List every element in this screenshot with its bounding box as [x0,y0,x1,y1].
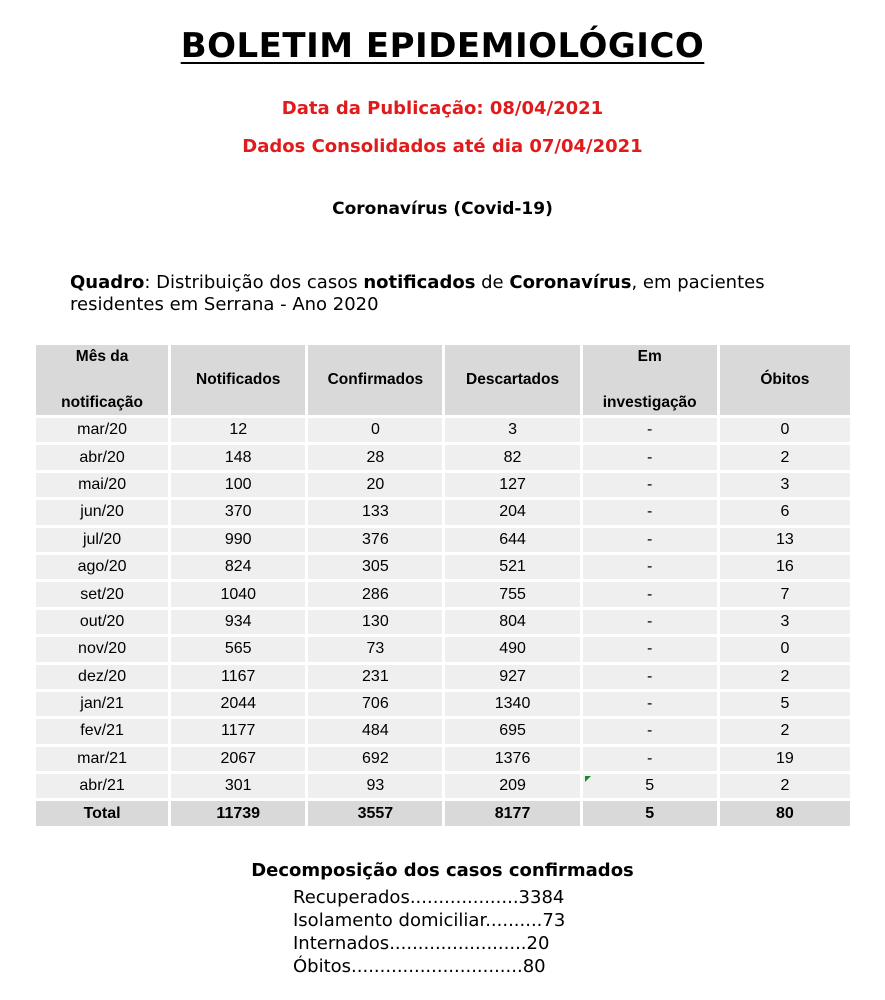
cell-month: mar/20 [36,418,168,442]
cell-month: ago/20 [36,555,168,579]
total-cell-investigation: 5 [583,801,717,825]
cell-notified: 990 [171,528,305,552]
cell-confirmed: 73 [308,637,442,661]
decomposition-section [0,860,885,977]
cell-discarded: 695 [445,719,579,743]
page-title: BOLETIM EPIDEMIOLÓGICO [180,26,705,66]
cell-investigation: - [583,473,717,497]
cell-month: mar/21 [36,747,168,771]
cell-investigation: - [583,610,717,634]
decomposition-item: Isolamento domiciliar..........73 [293,910,566,931]
cell-discarded: 1376 [445,747,579,771]
cell-discarded: 521 [445,555,579,579]
cell-investigation: - [583,528,717,552]
cell-notified: 2044 [171,692,305,716]
cell-month: fev/21 [36,719,168,743]
table-row [36,582,850,606]
cell-month: nov/20 [36,637,168,661]
header-month-top: Mês da [75,348,129,365]
header-notified: Notificados [171,345,305,415]
table-row [36,637,850,661]
cell-month: abr/21 [36,774,168,798]
cell-confirmed: 305 [308,555,442,579]
cell-discarded: 127 [445,473,579,497]
table-row [36,692,850,716]
table-row [36,528,850,552]
caption-bold-1: notificados [363,272,476,293]
decomposition-title: Decomposição dos casos confirmados [251,860,634,881]
caption-text-1: : Distribuição dos casos [144,272,364,293]
table-row [36,665,850,689]
header-investigation-bottom: investigação [602,394,697,411]
table-caption [70,272,840,316]
cell-confirmed: 706 [308,692,442,716]
cell-confirmed: 20 [308,473,442,497]
cell-deaths: 6 [720,500,850,524]
cell-discarded: 644 [445,528,579,552]
cell-deaths: 19 [720,747,850,771]
cell-discarded: 804 [445,610,579,634]
cell-month: out/20 [36,610,168,634]
decomposition-item: Óbitos..............................80 [293,956,546,977]
cell-investigation: 5 [583,774,717,798]
cell-investigation: - [583,665,717,689]
table-body [36,418,850,826]
table-total-row [36,801,850,825]
consolidated-date: Dados Consolidados até dia 07/04/2021 [242,136,643,157]
table-row [36,747,850,771]
cell-confirmed: 484 [308,719,442,743]
header-confirmed: Confirmados [308,345,442,415]
cell-confirmed: 130 [308,610,442,634]
cell-deaths: 3 [720,473,850,497]
total-cell-discarded: 8177 [445,801,579,825]
cell-deaths: 3 [720,610,850,634]
cell-discarded: 927 [445,665,579,689]
cell-confirmed: 692 [308,747,442,771]
cell-discarded: 82 [445,445,579,469]
cell-confirmed: 231 [308,665,442,689]
cell-deaths: 2 [720,665,850,689]
caption-text-3: , em pacientes residentes em Serrana - Ano 2020 [70,272,765,315]
cell-investigation: - [583,692,717,716]
caption-label: Quadro [70,272,145,293]
decomposition-list [293,886,565,978]
header-month [36,345,168,415]
cell-investigation: - [583,445,717,469]
cell-deaths: 2 [720,445,850,469]
cell-investigation: - [583,500,717,524]
table-row [36,445,850,469]
cell-deaths: 5 [720,692,850,716]
header-discarded: Descartados [445,345,579,415]
cell-investigation: - [583,719,717,743]
cell-notified: 1167 [171,665,305,689]
cell-notified: 2067 [171,747,305,771]
cell-deaths: 2 [720,719,850,743]
cell-deaths: 0 [720,637,850,661]
cell-notified: 12 [171,418,305,442]
cell-discarded: 755 [445,582,579,606]
cell-confirmed: 28 [308,445,442,469]
cell-notified: 824 [171,555,305,579]
cell-notified: 148 [171,445,305,469]
total-cell-month: Total [36,801,168,825]
subtitle: Coronavírus (Covid-19) [332,199,553,219]
header-investigation [583,345,717,415]
cell-deaths: 2 [720,774,850,798]
decomposition-item: Recuperados...................3384 [293,887,565,908]
cell-discarded: 209 [445,774,579,798]
cell-notified: 934 [171,610,305,634]
total-cell-notified: 11739 [171,801,305,825]
cell-confirmed: 0 [308,418,442,442]
cell-deaths: 16 [720,555,850,579]
cell-investigation: - [583,555,717,579]
cell-month: mai/20 [36,473,168,497]
cell-investigation: - [583,418,717,442]
cell-discarded: 490 [445,637,579,661]
cell-investigation: - [583,582,717,606]
cell-month: set/20 [36,582,168,606]
table-row [36,719,850,743]
cell-investigation: - [583,747,717,771]
cell-month: jul/20 [36,528,168,552]
caption-text-2: de [475,272,510,293]
publication-date: Data da Publicação: 08/04/2021 [281,98,604,119]
total-cell-confirmed: 3557 [308,801,442,825]
cell-month: abr/20 [36,445,168,469]
cell-confirmed: 93 [308,774,442,798]
decomposition-item: Internados........................20 [293,933,550,954]
header-deaths: Óbitos [720,345,850,415]
cell-notified: 565 [171,637,305,661]
cell-confirmed: 376 [308,528,442,552]
cell-notified: 370 [171,500,305,524]
table-row [36,500,850,524]
table-row [36,555,850,579]
cell-month: jun/20 [36,500,168,524]
table-row [36,610,850,634]
cell-discarded: 204 [445,500,579,524]
cell-confirmed: 133 [308,500,442,524]
table-row [36,774,850,798]
header-investigation-top: Em [637,348,662,365]
cell-deaths: 13 [720,528,850,552]
cell-notified: 100 [171,473,305,497]
cell-notified: 1177 [171,719,305,743]
table-row [36,418,850,442]
cell-deaths: 0 [720,418,850,442]
cell-notified: 301 [171,774,305,798]
cell-investigation: - [583,637,717,661]
cell-deaths: 7 [720,582,850,606]
header-month-bottom: notificação [61,394,143,411]
caption-bold-2: Coronavírus [509,272,632,293]
cell-month: jan/21 [36,692,168,716]
cell-discarded: 3 [445,418,579,442]
cell-confirmed: 286 [308,582,442,606]
cell-notified: 1040 [171,582,305,606]
table-row [36,473,850,497]
cases-table [33,342,853,829]
cell-discarded: 1340 [445,692,579,716]
table-header-row [36,345,850,415]
cell-month: dez/20 [36,665,168,689]
total-cell-deaths: 80 [720,801,850,825]
